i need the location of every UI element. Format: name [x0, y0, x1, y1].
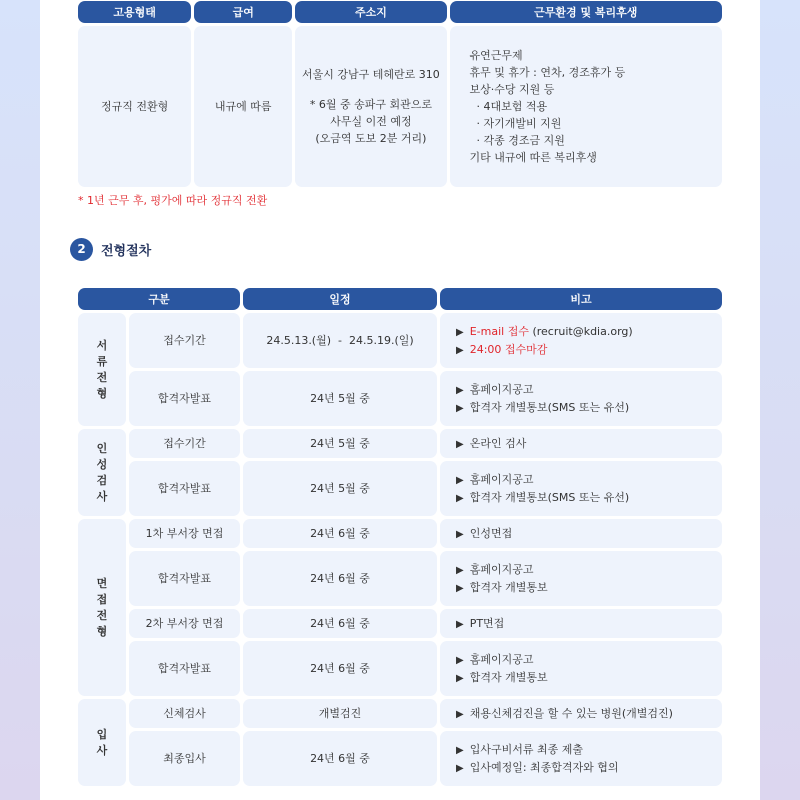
play-arrow-icon: ▶ [456, 672, 464, 684]
benefit-item: · 자기개발비 지원 [469, 117, 562, 130]
play-arrow-icon: ▶ [456, 618, 464, 630]
play-arrow-icon: ▶ [456, 384, 464, 396]
remark-line [456, 471, 722, 489]
remark-text: 입사예정일: 최종합격자와 협의 [469, 760, 619, 774]
header-remarks: 비고 [440, 288, 722, 310]
process-schedule: 24년 5월 중 [243, 429, 437, 458]
remark-line [456, 579, 722, 597]
remark-text: 입사구비서류 최종 제출 [469, 742, 583, 756]
play-arrow-icon: ▶ [456, 438, 464, 450]
process-row [78, 699, 722, 728]
remark-line [456, 435, 722, 453]
process-step: 접수기간 [129, 313, 240, 368]
header-schedule: 일정 [243, 288, 437, 310]
process-schedule: 24년 5월 중 [243, 371, 437, 426]
process-row [78, 461, 722, 516]
process-schedule: 개별검진 [243, 699, 437, 728]
process-remarks [440, 313, 722, 368]
process-step: 1차 부서장 면접 [129, 519, 240, 548]
remark-line [456, 705, 722, 723]
play-arrow-icon: ▶ [456, 402, 464, 414]
selection-process-table [75, 285, 725, 789]
play-arrow-icon: ▶ [456, 744, 464, 756]
remark-text: 홈페이지공고 [469, 382, 534, 396]
address-main: 서울시 강남구 테헤란로 310 [302, 68, 440, 81]
process-step: 합격자발표 [129, 371, 240, 426]
process-remarks [440, 429, 722, 458]
remark-line [456, 561, 722, 579]
section-heading [70, 237, 151, 261]
remark-text: 합격자 개별통보(SMS 또는 유선) [469, 490, 630, 504]
process-remarks [440, 551, 722, 606]
process-row [78, 609, 722, 638]
remark-line [456, 525, 722, 543]
process-row [78, 371, 722, 426]
benefit-item: · 4대보험 적용 [469, 100, 548, 113]
process-table-body [78, 313, 722, 786]
process-row [78, 519, 722, 548]
remark-line [456, 759, 722, 777]
process-step: 최종입사 [129, 731, 240, 786]
remark-line [456, 489, 722, 507]
remark-text: 합격자 개별통보 [469, 670, 548, 684]
remark-line [456, 381, 722, 399]
process-schedule: 24년 6월 중 [243, 551, 437, 606]
benefit-item: 보상·수당 지원 등 [469, 83, 555, 96]
remark-line [456, 399, 722, 417]
process-step: 신체검사 [129, 699, 240, 728]
remark-line [456, 669, 722, 687]
remark-text: 24:00 접수마감 [469, 342, 548, 356]
process-step: 합격자발표 [129, 461, 240, 516]
benefits-cell [450, 26, 722, 187]
remark-line [456, 615, 722, 633]
remark-text: PT면접 [469, 616, 505, 630]
process-schedule: 24년 5월 중 [243, 461, 437, 516]
play-arrow-icon: ▶ [456, 326, 464, 338]
remark-text: E-mail 접수 [469, 324, 529, 338]
remark-text: 인성면접 [469, 526, 513, 540]
process-remarks [440, 641, 722, 696]
benefit-item: 유연근무제 [469, 49, 523, 62]
play-arrow-icon: ▶ [456, 564, 464, 576]
remark-text: 합격자 개별통보(SMS 또는 유선) [469, 400, 630, 414]
section-number-badge: 2 [70, 238, 93, 261]
remark-text: 채용신체검진을 할 수 있는 병원(개별검진) [469, 706, 673, 720]
remark-line [456, 741, 722, 759]
process-schedule: 24년 6월 중 [243, 609, 437, 638]
process-remarks [440, 371, 722, 426]
process-group-label: 인 성 검 사 [78, 429, 126, 516]
header-address: 주소지 [295, 1, 446, 23]
play-arrow-icon: ▶ [456, 582, 464, 594]
process-row [78, 551, 722, 606]
process-step: 접수기간 [129, 429, 240, 458]
header-employment-type: 고용형태 [78, 1, 191, 23]
play-arrow-icon: ▶ [456, 708, 464, 720]
header-benefits: 근무환경 및 복리후생 [450, 1, 722, 23]
remark-line [456, 323, 722, 341]
recruitment-notice-card [40, 0, 760, 800]
process-row [78, 731, 722, 786]
header-category: 구분 [78, 288, 240, 310]
play-arrow-icon: ▶ [456, 762, 464, 774]
process-step: 합격자발표 [129, 551, 240, 606]
salary-value: 내규에 따름 [194, 26, 292, 187]
header-salary: 급여 [194, 1, 292, 23]
process-step: 2차 부서장 면접 [129, 609, 240, 638]
remark-line [456, 341, 722, 359]
benefit-item: 휴무 및 휴가 : 연차, 경조휴가 등 [469, 66, 626, 79]
process-remarks [440, 519, 722, 548]
process-schedule: 24.5.13.(월) - 24.5.19.(일) [243, 313, 437, 368]
process-schedule: 24년 6월 중 [243, 641, 437, 696]
process-row [78, 429, 722, 458]
process-step: 합격자발표 [129, 641, 240, 696]
benefit-item: · 각종 경조금 지원 [469, 134, 565, 147]
process-row [78, 641, 722, 696]
process-remarks [440, 731, 722, 786]
remark-text: 홈페이지공고 [469, 562, 534, 576]
process-group-label: 서 류 전 형 [78, 313, 126, 426]
address-cell [295, 26, 446, 187]
process-remarks [440, 461, 722, 516]
conversion-note: * 1년 근무 후, 평가에 따라 정규직 전환 [78, 194, 268, 207]
process-schedule: 24년 6월 중 [243, 731, 437, 786]
remark-text: 합격자 개별통보 [469, 580, 548, 594]
process-remarks [440, 699, 722, 728]
process-schedule: 24년 6월 중 [243, 519, 437, 548]
process-group-label: 입 사 [78, 699, 126, 786]
process-row [78, 313, 722, 368]
remark-text: 홈페이지공고 [469, 472, 534, 486]
remark-line [456, 651, 722, 669]
play-arrow-icon: ▶ [456, 528, 464, 540]
section-title: 전형절차 [101, 243, 152, 259]
play-arrow-icon: ▶ [456, 474, 464, 486]
play-arrow-icon: ▶ [456, 654, 464, 666]
play-arrow-icon: ▶ [456, 492, 464, 504]
remark-text: 온라인 검사 [469, 436, 527, 450]
play-arrow-icon: ▶ [456, 344, 464, 356]
remark-text: (recruit@kdia.org) [528, 324, 633, 338]
address-move-note: * 6월 중 송파구 회관으로 사무실 이전 예정 (오금역 도보 2분 거리) [309, 98, 432, 145]
benefit-item: 기타 내규에 따른 복리후생 [469, 151, 597, 164]
process-group-label: 면 접 전 형 [78, 519, 126, 696]
process-remarks [440, 609, 722, 638]
employment-type-value: 정규직 전환형 [78, 26, 191, 187]
employment-info-table [75, 0, 725, 190]
remark-text: 홈페이지공고 [469, 652, 534, 666]
